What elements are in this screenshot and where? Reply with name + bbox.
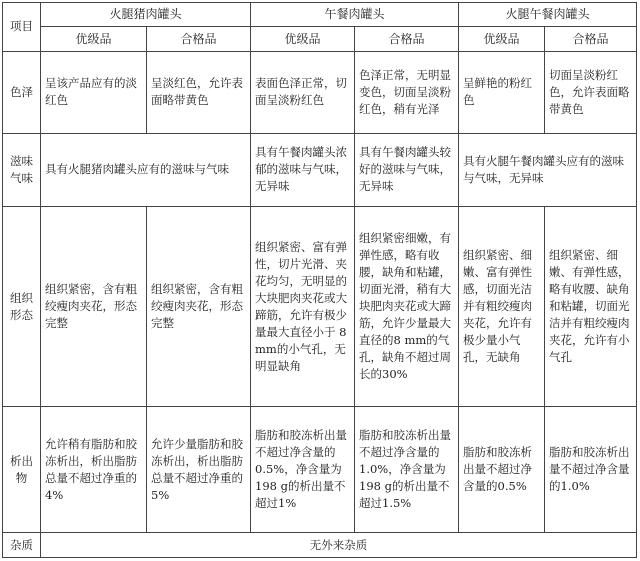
row-color	[3, 51, 637, 133]
table-cell: 切面呈淡粉红色，允许表面略带黄色	[545, 51, 637, 133]
row-label-color: 色泽	[3, 51, 41, 133]
table-cell: 组织紧密，含有粗绞瘦肉夹花，形态完整	[147, 207, 251, 407]
grade-header: 优级品	[251, 27, 355, 51]
header-row-grades	[3, 27, 637, 51]
grade-header: 合格品	[147, 27, 251, 51]
table-cell: 脂肪和胶冻析出量不超过净含量的0.5%	[459, 406, 545, 533]
row-label-impurity: 杂质	[3, 533, 41, 558]
table-cell: 呈鲜艳的粉红色	[459, 51, 545, 133]
grade-header: 合格品	[355, 27, 459, 51]
table-cell: 呈淡红色，允许表面略带黄色	[147, 51, 251, 133]
table-cell: 组织紧密、富有弹性，切片光滑、夹花均匀，无明显的大块肥肉夹花或大蹄筋，允许有极少量最大直径小于 8 mm的小气孔，无明显缺角	[251, 207, 355, 407]
table-cell: 表面色泽正常，切面呈淡粉红色	[251, 51, 355, 133]
grade-header: 优级品	[41, 27, 147, 51]
grade-header: 合格品	[545, 27, 637, 51]
table-cell: 组织紧密、细嫩、富有弹性感，切面光洁并有粗绞瘦肉夹花，允许有极少量小气孔，无缺角	[459, 207, 545, 407]
row-label-texture: 组织形态	[3, 207, 41, 407]
table-cell: 色泽正常，无明显变色，切面呈淡粉红色，稍有光泽	[355, 51, 459, 133]
row-exudate	[3, 406, 637, 533]
table-cell: 脂肪和胶冻析出量不超过净含量的1.0%，净含量为198 g的析出量不超过1.5%	[355, 406, 459, 533]
impurity-value: 无外来杂质	[41, 533, 637, 558]
table-cell: 组织紧密，含有粗绞瘦肉夹花，形态完整	[41, 207, 147, 407]
row-impurity	[3, 533, 637, 558]
item-header: 项目	[3, 3, 41, 52]
table-cell: 具有午餐肉罐头浓郁的滋味与气味，无异味	[251, 133, 355, 206]
table-cell: 允许稍有脂肪和胶冻析出，析出脂肪总量不超过净重的4%	[41, 406, 147, 533]
group-header-ham-luncheon: 火腿午餐肉罐头	[459, 3, 637, 27]
table-cell: 脂肪和胶冻析出量不超过净含量的1.0%	[545, 406, 637, 533]
table-cell: 具有火腿猪肉罐头应有的滋味与气味	[41, 133, 251, 206]
table-cell: 具有午餐肉罐头较好的滋味与气味，无异味	[355, 133, 459, 206]
quality-spec-table	[2, 2, 637, 558]
row-taste	[3, 133, 637, 206]
row-label-taste: 滋味气味	[3, 133, 41, 206]
group-header-ham-pork: 火腿猪肉罐头	[41, 3, 251, 27]
table-cell: 脂肪和胶冻析出量不超过净含量的0.5%，净含量为198 g的析出量不超过1%	[251, 406, 355, 533]
row-label-exudate: 析出物	[3, 406, 41, 533]
header-row-products	[3, 3, 637, 27]
table-cell: 允许少量脂肪和胶冻析出，析出脂肪总量不超过净重的5%	[147, 406, 251, 533]
row-texture	[3, 207, 637, 407]
group-header-luncheon-meat: 午餐肉罐头	[251, 3, 459, 27]
grade-header: 优级品	[459, 27, 545, 51]
table-cell: 呈该产品应有的淡红色	[41, 51, 147, 133]
table-cell: 组织紧密细嫩，有弹性感，略有收腰，缺角和粘罐，切面光滑，稍有大块肥肉夹花或大蹄筋，允许少量最大直径的8 mm的气孔，缺角不超过周长的30%	[355, 207, 459, 407]
table-cell: 组织紧密、细嫩、有弹性感，略有收腰、缺角和粘罐，切面光洁并有粗绞瘦肉夹花，允许有小气孔	[545, 207, 637, 407]
table-cell: 具有火腿午餐肉罐头应有的滋味与气味，无异味	[459, 133, 637, 206]
